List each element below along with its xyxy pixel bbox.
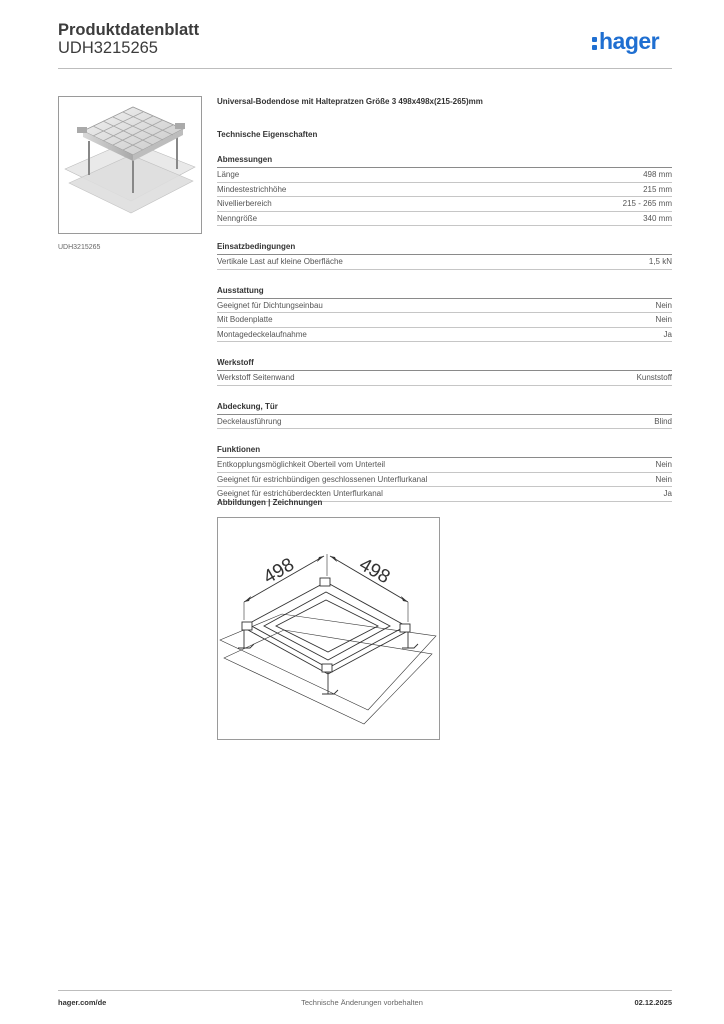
- product-title: Universal-Bodendose mit Haltepratzen Größe 3 498x498x(215-265)mm: [217, 97, 483, 106]
- section-title: Ausstattung: [217, 286, 672, 299]
- spec-label: Länge: [217, 170, 240, 179]
- spec-row: [217, 299, 672, 314]
- section-title: Funktionen: [217, 445, 672, 458]
- section-title: Abdeckung, Tür: [217, 402, 672, 415]
- spec-label: Montagedeckelaufnahme: [217, 329, 307, 339]
- spec-value: Kunststoff: [636, 373, 672, 382]
- product-code: UDH3215265: [58, 39, 158, 57]
- spec-row: [217, 458, 672, 473]
- spec-value: Nein: [655, 300, 672, 310]
- spec-value: 1,5 kN: [648, 257, 672, 266]
- dimension-label-left: 498: [260, 554, 298, 589]
- spec-row: [217, 197, 672, 212]
- spec-label: Geeignet für estrichüberdeckten Unterflurkanal: [217, 489, 383, 498]
- spec-label: Vertikale Last auf kleine Oberfläche: [217, 257, 343, 266]
- footer-notice: Technische Änderungen vorbehalten: [301, 998, 423, 1007]
- spec-label: Deckelausführung: [217, 416, 282, 426]
- dimension-label-right: 498: [355, 554, 394, 589]
- spec-label: Nivellierbereich: [217, 199, 272, 208]
- spec-row: [217, 212, 672, 227]
- spec-value: Blind: [654, 416, 672, 426]
- spec-label: Mit Bodenplatte: [217, 315, 273, 324]
- spec-label: Mindestestrichhöhe: [217, 184, 287, 194]
- spec-label: Geeignet für Dichtungseinbau: [217, 300, 323, 310]
- section-werkstoff: [217, 358, 672, 386]
- hager-logo: [592, 28, 659, 55]
- section-title: Einsatzbedingungen: [217, 242, 672, 255]
- spec-row: [217, 371, 672, 386]
- specs-heading: Technische Eigenschaften: [217, 130, 318, 139]
- spec-value: 340 mm: [643, 213, 672, 223]
- dimension-drawing-icon: [218, 518, 439, 739]
- spec-value: Ja: [663, 489, 672, 498]
- spec-label: Entkopplungsmöglichkeit Oberteil vom Unterteil: [217, 460, 386, 469]
- footer-website-link[interactable]: hager.com/de: [58, 998, 107, 1007]
- product-image-caption: UDH3215265: [58, 244, 101, 251]
- spec-row: [217, 328, 672, 343]
- spec-value: Nein: [655, 460, 672, 469]
- product-image: [58, 96, 202, 234]
- logo-text: hager: [599, 28, 660, 54]
- spec-label: Werkstoff Seitenwand: [217, 373, 295, 382]
- footer-date: 02.12.2025: [634, 998, 672, 1007]
- spec-value: 215 mm: [643, 184, 672, 194]
- spec-value: Ja: [663, 329, 672, 339]
- spec-value: Nein: [655, 474, 672, 484]
- section-einsatzbedingungen: [217, 242, 672, 270]
- page-title: Produktdatenblatt: [58, 21, 200, 39]
- section-funktionen: [217, 445, 672, 502]
- section-title: Abmessungen: [217, 155, 672, 168]
- spec-value: 498 mm: [643, 170, 672, 179]
- spec-row: [217, 183, 672, 198]
- section-ausstattung: [217, 286, 672, 343]
- footer-divider: [58, 990, 672, 991]
- drawings-heading: Abbildungen | Zeichnungen: [217, 498, 323, 507]
- logo-dots-icon: [592, 34, 597, 50]
- floor-box-render-icon: [59, 97, 201, 233]
- spec-row: [217, 415, 672, 430]
- section-title: Werkstoff: [217, 358, 672, 371]
- spec-row: [217, 313, 672, 328]
- technical-drawing: [217, 517, 440, 740]
- header-divider: [58, 68, 672, 69]
- spec-label: Nenngröße: [217, 213, 258, 223]
- section-abdeckung: [217, 402, 672, 430]
- spec-label: Geeignet für estrichbündigen geschlossenen Unterflurkanal: [217, 474, 428, 484]
- spec-value: Nein: [655, 315, 672, 324]
- spec-value: 215 - 265 mm: [622, 199, 672, 208]
- section-abmessungen: [217, 155, 672, 226]
- spec-row: [217, 168, 672, 183]
- spec-row: [217, 255, 672, 270]
- spec-block: [217, 97, 672, 502]
- spec-row: [217, 473, 672, 488]
